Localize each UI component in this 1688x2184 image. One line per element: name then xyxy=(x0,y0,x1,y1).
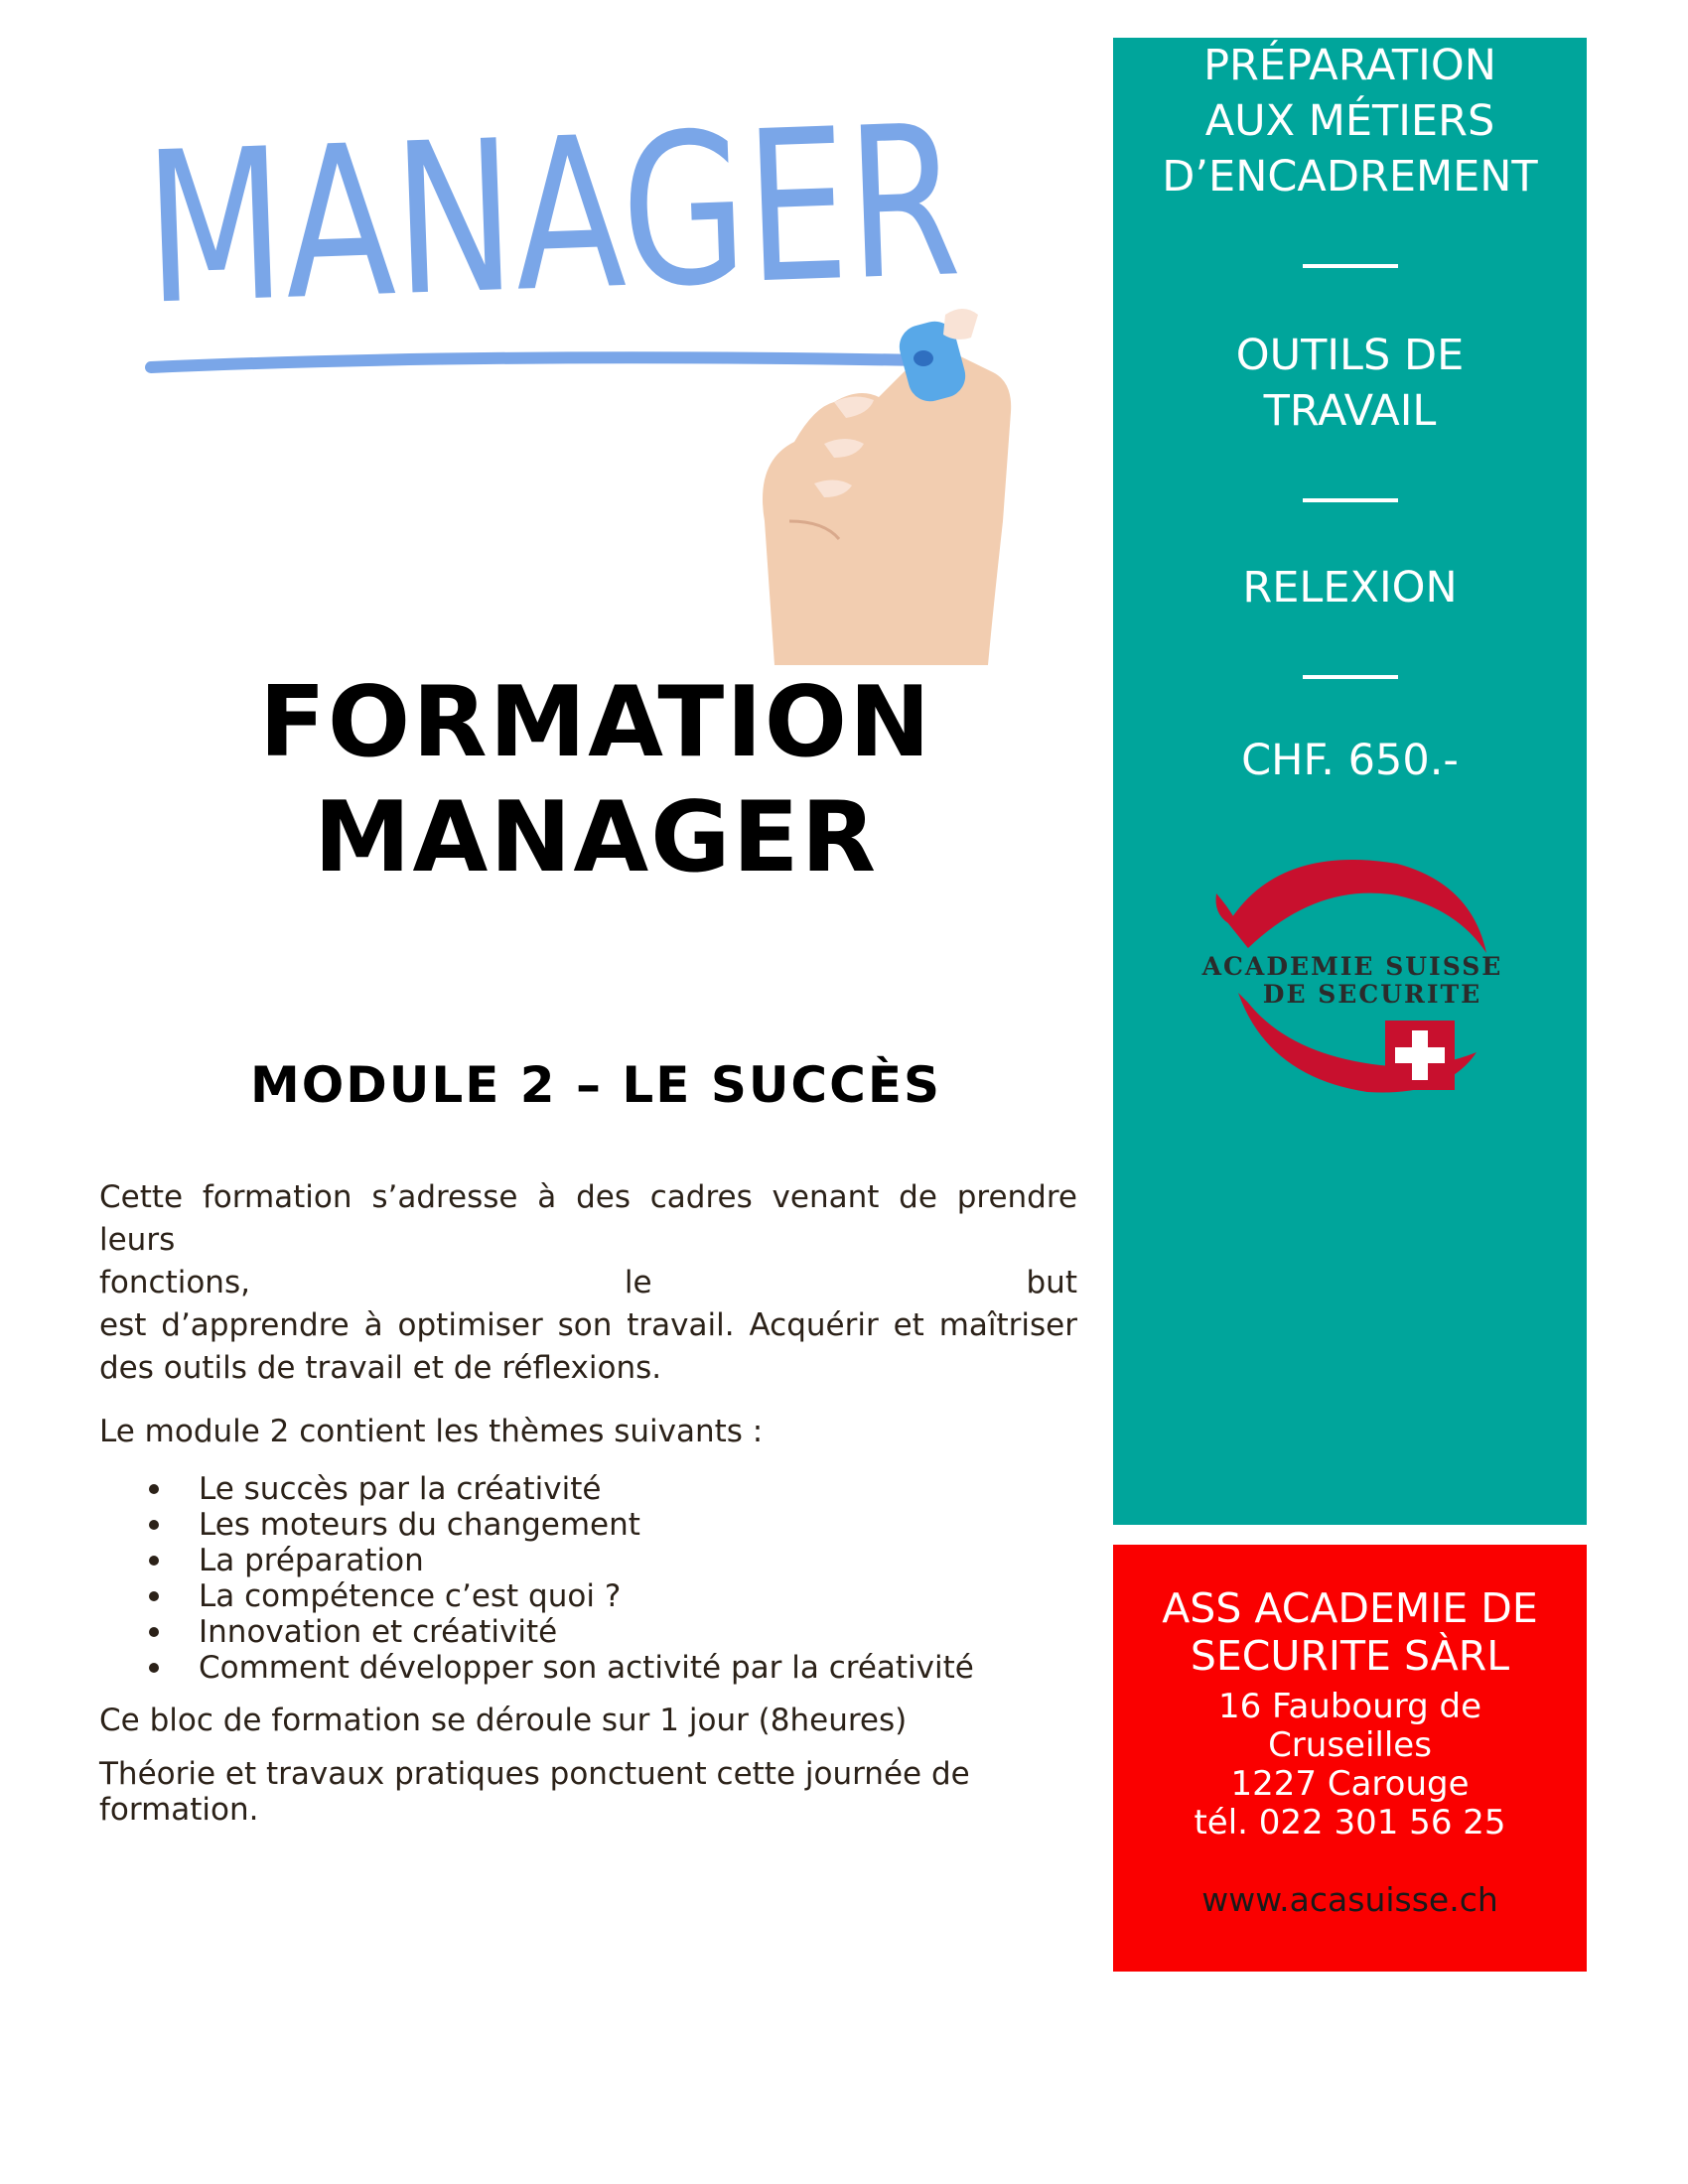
intro-word: fonctions, xyxy=(99,1265,250,1300)
sidebar-tools-line-2: TRAVAIL xyxy=(1263,386,1437,436)
website-link[interactable]: www.acasuisse.ch xyxy=(1201,1880,1498,1919)
intro-line-4: des outils de travail et de réflexions. xyxy=(99,1350,662,1386)
sidebar-reflexion: RELEXION xyxy=(1242,563,1458,613)
closing-text xyxy=(99,1756,1077,1828)
academy-logo xyxy=(1201,854,1503,1112)
address-street-2: Cruseilles xyxy=(1268,1725,1432,1765)
company-line-1: ASS ACADEMIE DE xyxy=(1162,1584,1538,1632)
contact-panel xyxy=(1113,1545,1587,1972)
academy-logo-icon xyxy=(1201,854,1503,1112)
list-item: Innovation et créativité xyxy=(99,1614,1077,1650)
list-item: Comment développer son activité par la créativité xyxy=(99,1650,1077,1686)
sidebar-tools-line-1: OUTILS DE xyxy=(1235,331,1465,380)
title-line-1: FORMATION xyxy=(258,666,933,779)
intro-word: le xyxy=(624,1265,652,1300)
duration-text: Ce bloc de formation se déroule sur 1 jour (8heures) xyxy=(99,1703,908,1738)
intro-word: but xyxy=(1026,1265,1077,1300)
page-title xyxy=(99,665,1092,895)
sidebar-line-2: AUX MÉTIERS xyxy=(1204,96,1495,146)
sidebar-panel xyxy=(1113,38,1587,1525)
phone-number: tél. 022 301 56 25 xyxy=(1194,1803,1506,1843)
intro-paragraph xyxy=(99,1176,1077,1390)
intro-line-1: Cette formation s’adresse à des cadres venant de prendre leurs xyxy=(99,1179,1077,1258)
handwritten-underline xyxy=(151,357,923,367)
intro-line-2 xyxy=(99,1262,1077,1304)
logo-text-line-2: DE SECURITE xyxy=(1262,980,1482,1009)
list-item: Les moteurs du changement xyxy=(99,1507,1077,1543)
address-street-1: 16 Faubourg de xyxy=(1217,1687,1482,1726)
closing-line-2: formation. xyxy=(99,1792,259,1828)
sidebar-price: CHF. 650.- xyxy=(1241,736,1459,785)
company-line-2: SECURITE SÀRL xyxy=(1190,1632,1510,1680)
handwritten-word: MANAGER xyxy=(141,70,1205,351)
themes-intro: Le module 2 contient les thèmes suivants : xyxy=(99,1414,764,1449)
title-line-2: MANAGER xyxy=(313,781,879,894)
intro-line-3: est d’apprendre à optimiser son travail. Acquérir et maîtriser xyxy=(99,1307,1077,1343)
closing-line-1: Théorie et travaux pratiques ponctuent cette journée de xyxy=(99,1756,970,1792)
list-item: La préparation xyxy=(99,1543,1077,1578)
sidebar-line-3: D’ENCADREMENT xyxy=(1162,152,1538,202)
logo-text-line-1: ACADEMIE SUISSE xyxy=(1201,952,1503,981)
body-text xyxy=(99,1176,1077,1828)
address-city: 1227 Carouge xyxy=(1230,1764,1470,1804)
list-item: La compétence c’est quoi ? xyxy=(99,1578,1077,1614)
hero-illustration xyxy=(139,55,1205,665)
sidebar-line-1: PRÉPARATION xyxy=(1203,41,1496,90)
module-title: MODULE 2 – LE SUCCÈS xyxy=(250,1056,941,1114)
manager-handwriting-image xyxy=(139,55,1205,665)
themes-list xyxy=(99,1471,1077,1686)
list-item: Le succès par la créativité xyxy=(99,1471,1077,1507)
